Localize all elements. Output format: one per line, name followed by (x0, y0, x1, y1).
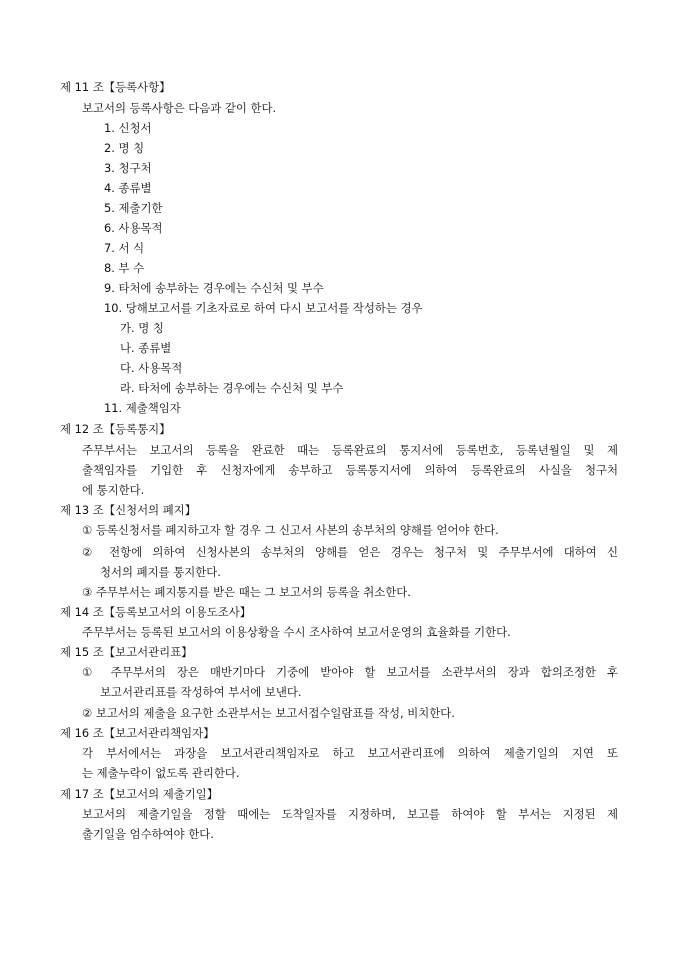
article-11-item-10: 10. 당해보고서를 기초자료로 하여 다시 보고서를 작성하는 경우 (104, 301, 423, 315)
article-14-heading: 제 14 조【등록보고서의 이용도조사】 (60, 605, 252, 619)
article-11-item-8: 8. 부 수 (104, 261, 145, 275)
article-13-clause-1: ① 등록신청서를 폐지하고자 할 경우 그 신고서 사본의 송부처의 양해를 얻어야 한다. (82, 523, 499, 537)
article-13-clause-2-cont: 청서의 폐지를 통지한다. (100, 565, 221, 579)
article-11-item-7: 7. 서 식 (104, 241, 145, 255)
article-12-heading: 제 12 조【등록통지】 (60, 422, 171, 436)
article-11-subitem-na: 나. 종류별 (120, 341, 172, 355)
article-12-line-3: 에 통지한다. (82, 483, 145, 497)
article-12-line-1: 주무부서는 보고서의 등록을 완료한 때는 등록완료의 통지서에 등록번호, 등록년월일 및 제 (82, 443, 618, 457)
article-13-clause-2: ② 전항에 의하여 신청사본의 송부처의 양해를 얻은 경우는 청구처 및 주무부서에 대하여 신 (82, 545, 618, 559)
article-11-item-11: 11. 제출책임자 (104, 401, 181, 415)
article-13-clause-3: ③ 주무부서는 폐지통지를 받은 때는 그 보고서의 등록을 취소한다. (82, 585, 411, 599)
article-11-subitem-ga: 가. 명 칭 (120, 321, 164, 335)
article-12-line-2: 출책임자를 기입한 후 신청자에게 송부하고 등록통지서에 의하여 등록완료의 사실을 청구처 (82, 463, 618, 477)
article-11-subitem-ra: 라. 타처에 송부하는 경우에는 수신처 및 부수 (120, 381, 344, 395)
article-15-heading: 제 15 조【보고서관리표】 (60, 645, 193, 659)
article-17-line-2: 출기일을 엄수하여야 한다. (82, 827, 214, 841)
article-11-item-2: 2. 명 칭 (104, 141, 145, 155)
article-11-heading: 제 11 조【등록사항】 (60, 80, 171, 94)
article-16-line-1: 각 부서에서는 과장을 보고서관리책임자로 하고 보고서관리표에 의하여 제출기일의 지연 또 (82, 746, 618, 760)
article-15-clause-1: ① 주무부서의 장은 매반기마다 기중에 받아야 할 보고서를 소관부서의 장과 합의조정한 후 (82, 665, 618, 679)
article-16-line-2: 는 제출누락이 없도록 관리한다. (82, 766, 240, 780)
article-11-item-3: 3. 청구처 (104, 161, 152, 175)
article-17-line-1: 보고서의 제출기일을 정할 때에는 도착일자를 지정하며, 보고를 하여야 할 부서는 지정된 제 (82, 807, 618, 821)
article-11-subitem-da: 다. 사용목적 (120, 361, 183, 375)
article-11-item-9: 9. 타처에 송부하는 경우에는 수신처 및 부수 (104, 281, 324, 295)
article-11-intro: 보고서의 등록사항은 다음과 같이 한다. (82, 101, 277, 115)
article-16-heading: 제 16 조【보고서관리책임자】 (60, 726, 215, 740)
article-15-clause-2: ② 보고서의 제출을 요구한 소관부서는 보고서접수일람표를 작성, 비치한다. (82, 706, 455, 720)
article-17-heading: 제 17 조【보고서의 제출기일】 (60, 787, 219, 801)
article-14-line-1: 주무부서는 등록된 보고서의 이용상황을 수시 조사하여 보고서운영의 효율화를 기한다. (82, 625, 511, 639)
article-11-item-4: 4. 종류별 (104, 181, 152, 195)
article-11-item-1: 1. 신청서 (104, 121, 152, 135)
article-15-clause-1-cont: 보고서관리표를 작성하여 부서에 보낸다. (100, 685, 302, 699)
article-13-heading: 제 13 조【신청서의 폐지】 (60, 503, 197, 517)
article-11-item-6: 6. 사용목적 (104, 221, 163, 235)
article-11-item-5: 5. 제출기한 (104, 201, 163, 215)
